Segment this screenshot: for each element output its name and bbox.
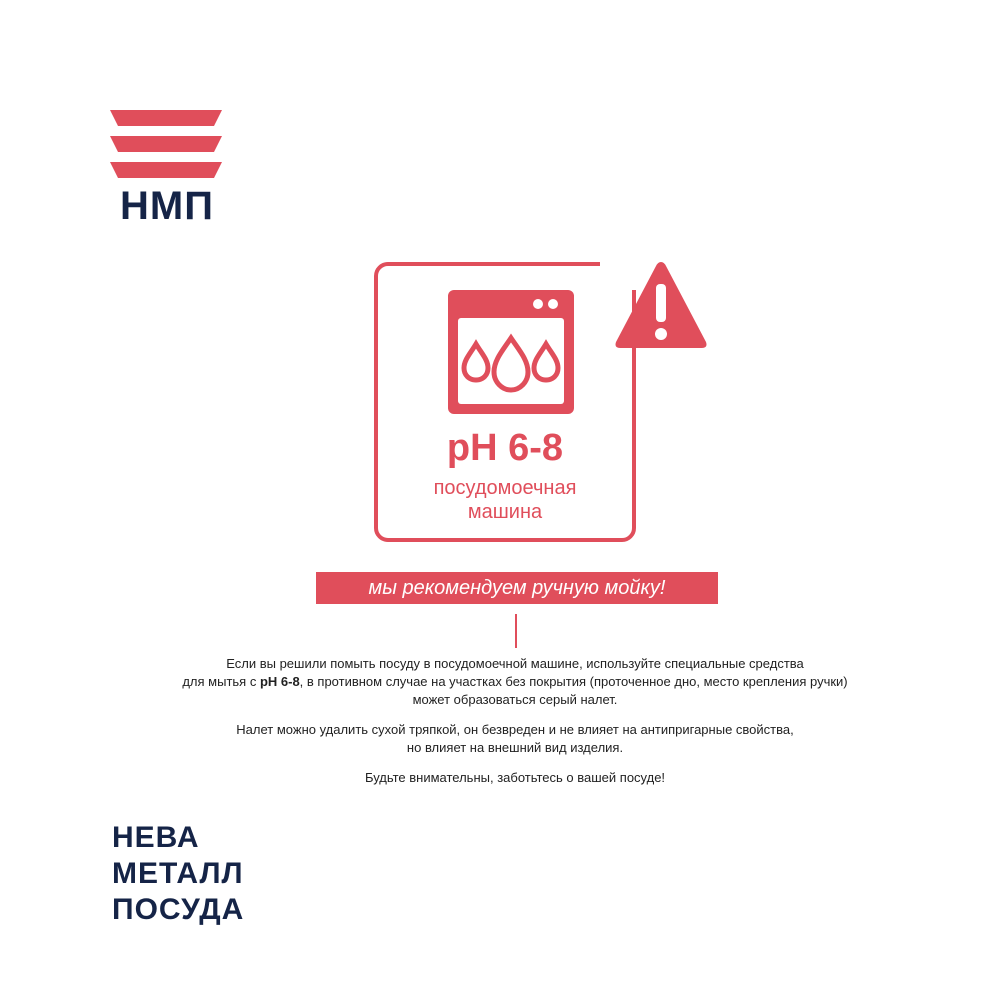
recommendation-banner: мы рекомендуем ручную мойку! <box>316 572 718 604</box>
instructions-paragraph-1: Если вы решили помыть посуду в посудомоечной машине, используйте специальные средства для мытья с pH 6-8, в противном случае на участках без покрытия (проточенное дно, место крепления ручки) может образоваться серый налет. <box>182 656 848 707</box>
warning-triangle-icon <box>612 258 710 352</box>
instructions-paragraph-3: Будьте внимательны, заботьтесь о вашей посуде! <box>364 770 666 785</box>
brand-name <box>112 820 244 928</box>
brand-line-2: МЕТАЛЛ <box>112 857 244 890</box>
card-subtitle <box>374 476 636 524</box>
instructions-text <box>150 655 880 799</box>
brand-line-1: НЕВА <box>112 821 200 854</box>
card-subtitle-line2: машина <box>467 501 543 523</box>
divider-tick <box>515 614 517 648</box>
card-subtitle-line1: посудомоечная <box>433 477 577 499</box>
instructions-paragraph-2: Налет можно удалить сухой тряпкой, он безвреден и не влияет на антипригарные свойства, но влияет на внешний вид изделия. <box>236 722 794 755</box>
brand-line-3: ПОСУДА <box>112 893 245 926</box>
ph-value: pH 6-8 <box>446 427 564 469</box>
logo-text: НМП <box>120 184 214 228</box>
dishwasher-icon <box>446 288 576 416</box>
